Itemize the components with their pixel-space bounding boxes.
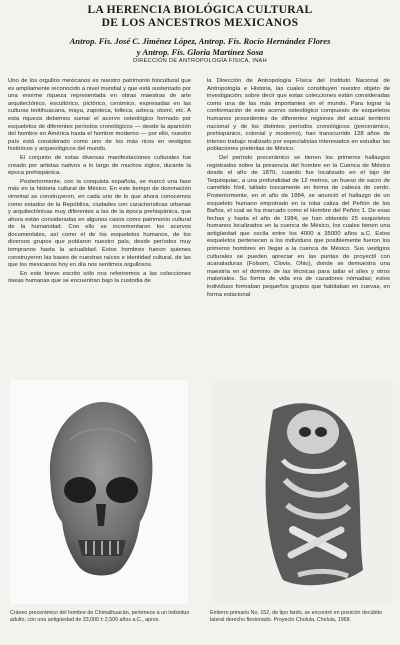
skull-photo [10, 380, 188, 604]
skull-caption: Cráneo precerámico del hombre de Chimalhuacán, pertenece a un individuo adulto, con una antigüedad de 33,000 ± 2,500 años a.C., aprox. [10, 610, 190, 623]
left-paragraph-3: Posteriormente, con la conquista española, se marcó una fase más en la historia cultural de México. En este tiempo de dominación virreinal se construyeron, en cada uno de lo que ahora conocemos como estados de la República, ciudades con características urbanas y arquitectónicas muy diferentes a las de la época prehispánica, que ahora están consideradas en algunos casos como patrimonio cultural de la humanidad. Con ello se incrementaron los acervos documentales, así como el de los esqueletos humanos, de los diversos grupos que poblaron nuestro país, desde períodos muy tempranos hasta la actualidad. Estos hombres fueron quienes construyeron las bases de nuestras raíces e identidad cultural, de las que los mexicanos hoy en día nos sentimos orgullosos. [8, 178, 191, 269]
authors-line-2: y Antrop. Fís. Gloria Martínez Sosa [136, 46, 264, 57]
skull-illustration [10, 380, 188, 604]
burial-photo [213, 380, 393, 604]
affiliation: DIRECCIÓN DE ANTROPOLOGÍA FÍSICA, INAH [133, 58, 267, 64]
burial-illustration [213, 380, 393, 604]
left-paragraph-1: Uno de los orgullos mexicanos es nuestro patrimonio biocultural que es ampliamente reconocido a nivel mundial y que está sustentado por una enorme riqueza representada en obras maestras de arte arquitectónico, escultórico, pictórico, cerámico, expresadas en las culturas teotihuacana, maya, zapoteca, tolteca, azteca, otomí, etc. A esta riqueza debemos sumar el acervo osteológico formado por esqueletos de diferentes períodos cronológicos — desde la aparición del hombre en América hasta el hombre moderno — por ello, nuestro país está considerado como uno de los más ricos en vestigios históricos y arqueológicos del mundo. [8, 78, 191, 153]
article-title [0, 4, 400, 30]
left-text-column [8, 78, 191, 374]
right-paragraph-2: Del período precerámico se tienen los primeros hallazgos registrados sobre la presencia del hombre en la Cuenca de México desde el año de 1870, cuando fue localizado en el tajo de Tequixquiac, a una profundidad de 12 metros, un hueso de sacro de camélido fósil, tallado toscamente en forma de cabeza de cerdo. Posteriormente, en el año de 1884, se anunció el hallazgo de un esqueleto humano empotrado en la toba caliza del Peñón de los Baños, el cual se ha marcado como el Hombre del Peñón 1. De esas fechas y hasta el año de 1984, se han obtenido 25 esqueletos humanos localizados en la cuenca de México, los cuales tienen una antigüedad que oscila entre los 4000 a 35000 años a.C. Estos esqueletos pertenecen a los individuos que posiblemente fueron los primeros hombres en llegar a la cuenca de México. Sus vestigios culturales se pueden apreciar en las puntas de proyectil con acanaladuras (Folsom, Clovis, Ohio), donde se demuestra una maestría en el dominio de las técnicas para tallar el sílex y otros materiales. Su forma de vida era de cazadores nómadas; estos individuos formaban pequeños grupos que habitaban en cuevas, en forma estacional [207, 154, 390, 298]
authors [0, 36, 400, 57]
left-paragraph-4: En este breve escrito sólo nos referiremos a las colecciones óseas humanas que se encuentran bajo la custodia de [8, 270, 191, 285]
left-paragraph-2: El conjunto de estas diversas manifestaciones culturales fue creado por artistas nativos a lo largo de muchos siglos, durante la época prehispánica. [8, 154, 191, 177]
title-line-2: DE LOS ANCESTROS MEXICANOS [101, 17, 299, 29]
authors-line-1: Antrop. Fís. José C. Jiménez López, Antrop. Fís. Rocío Hernández Flores [69, 36, 331, 46]
title-line-1: LA HERENCIA BIOLÓGICA CULTURAL [87, 4, 313, 16]
burial-caption: Entierro primario No. 152, de tipo fardo, se encontró en posición decúbito lateral derecho flexionado. Proyecto Cholula, Cholula, 1968. [210, 610, 382, 623]
right-text-column [207, 78, 390, 374]
right-paragraph-1: la Dirección de Antropología Física del Instituto Nacional de Antropología e Historia, las cuales constituyen nuestro objeto de investigación; sobre decir que estas colecciones están consideradas como una de las más importantes en el mundo. Para lograr la conformación de este acervo osteológico compuesto de esqueletos humanos procedentes de diferentes regiones del actual territorio nacional y de los distintos períodos cronológicos (precerámico, prehispánico, colonial y moderno), han transcurrido 128 años de intenso trabajo realizado por especialistas interesados en estudiar las poblaciones pretéritas de México. [207, 78, 390, 153]
